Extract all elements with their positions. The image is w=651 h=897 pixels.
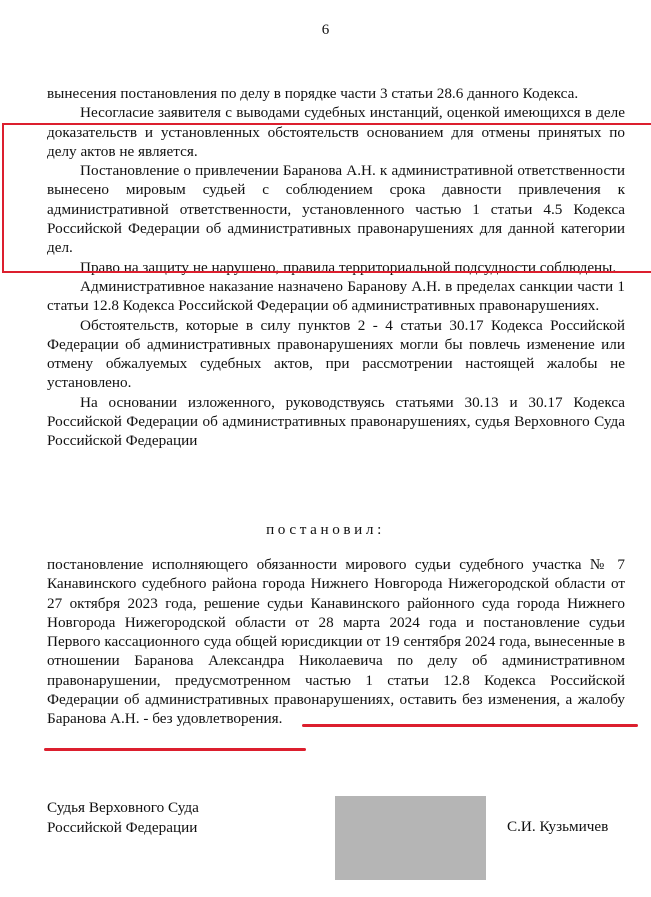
resolution-text: постановление исполняющего обязанности мирового судьи судебного участка № 7 Канавинского судебного района города Нижнего Новгорода Нижегородской области от 27 октября 2023 года, решение судьи Канавинского районного суда города Нижнего Новгорода Нижегородской области от 28 марта 2024 года и постановление судьи Первого кассационного суда общей юрисдикции от 19 сентября 2024 года, вынесенные в отношении Баранова Александра Николаевича по делу об административном правонарушении, предусмотренном частью 1 статьи 12.8 Кодекса Российской Федерации об административных правонарушениях, оставить без изменения, а жалобу Баранова А.Н. - без удовлетворения. (47, 556, 625, 728)
judge-title-line1: Судья Верховного Суда (47, 799, 199, 816)
paragraph-right-to-defense: Право на защиту не нарушено, правила территориальной подсудности соблюдены. (80, 258, 617, 276)
underline-annotation-1 (302, 724, 638, 727)
judge-title-line2: Российской Федерации (47, 818, 198, 836)
decree-heading: постановил: (266, 521, 385, 538)
page-number: 6 (321, 22, 330, 38)
paragraph-disagreement: Несогласие заявителя с выводами судебных инстанций, оценкой имеющихся в деле доказательств и установленных обстоятельств основанием для отмены принятых по делу актов не является. (47, 104, 625, 160)
highlight-box-annotation (2, 123, 651, 273)
underline-annotation-2 (44, 748, 306, 751)
paragraph-limitation-period: Постановление о привлечении Баранова А.Н. к административной ответственности вынесено мировым судьей с соблюдением срока давности привлечения к административной ответственности, установленного частью 1 статьи 4.5 Кодекса Российской Федерации об административных правонарушениях для данной категории дел. (47, 162, 625, 257)
paragraph-penalty: Административное наказание назначено Баранову А.Н. в пределах санкции части 1 статьи 12.8 Кодекса Российской Федерации об административных правонарушениях. (47, 277, 625, 315)
resolution-section (47, 555, 625, 729)
paragraph-circumstances: Обстоятельств, которые в силу пунктов 2 - 4 статьи 30.17 Кодекса Российской Федерации об административных правонарушениях могли бы повлечь изменение или отмену обжалуемых судебных актов, при рассмотрении настоящей жалобы не установлено. (47, 316, 625, 392)
judge-name: С.И. Кузьмичев (507, 818, 609, 835)
paragraph-continuation: вынесения постановления по делу в порядке части 3 статьи 28.6 данного Кодекса. (47, 85, 579, 102)
paragraph-grounds: На основании изложенного, руководствуясь статьями 30.13 и 30.17 Кодекса Российской Федерации об административных правонарушениях, судья Верховного Суда Российской Федерации (47, 393, 625, 450)
redacted-signature (335, 796, 486, 880)
judge-title (47, 798, 199, 837)
